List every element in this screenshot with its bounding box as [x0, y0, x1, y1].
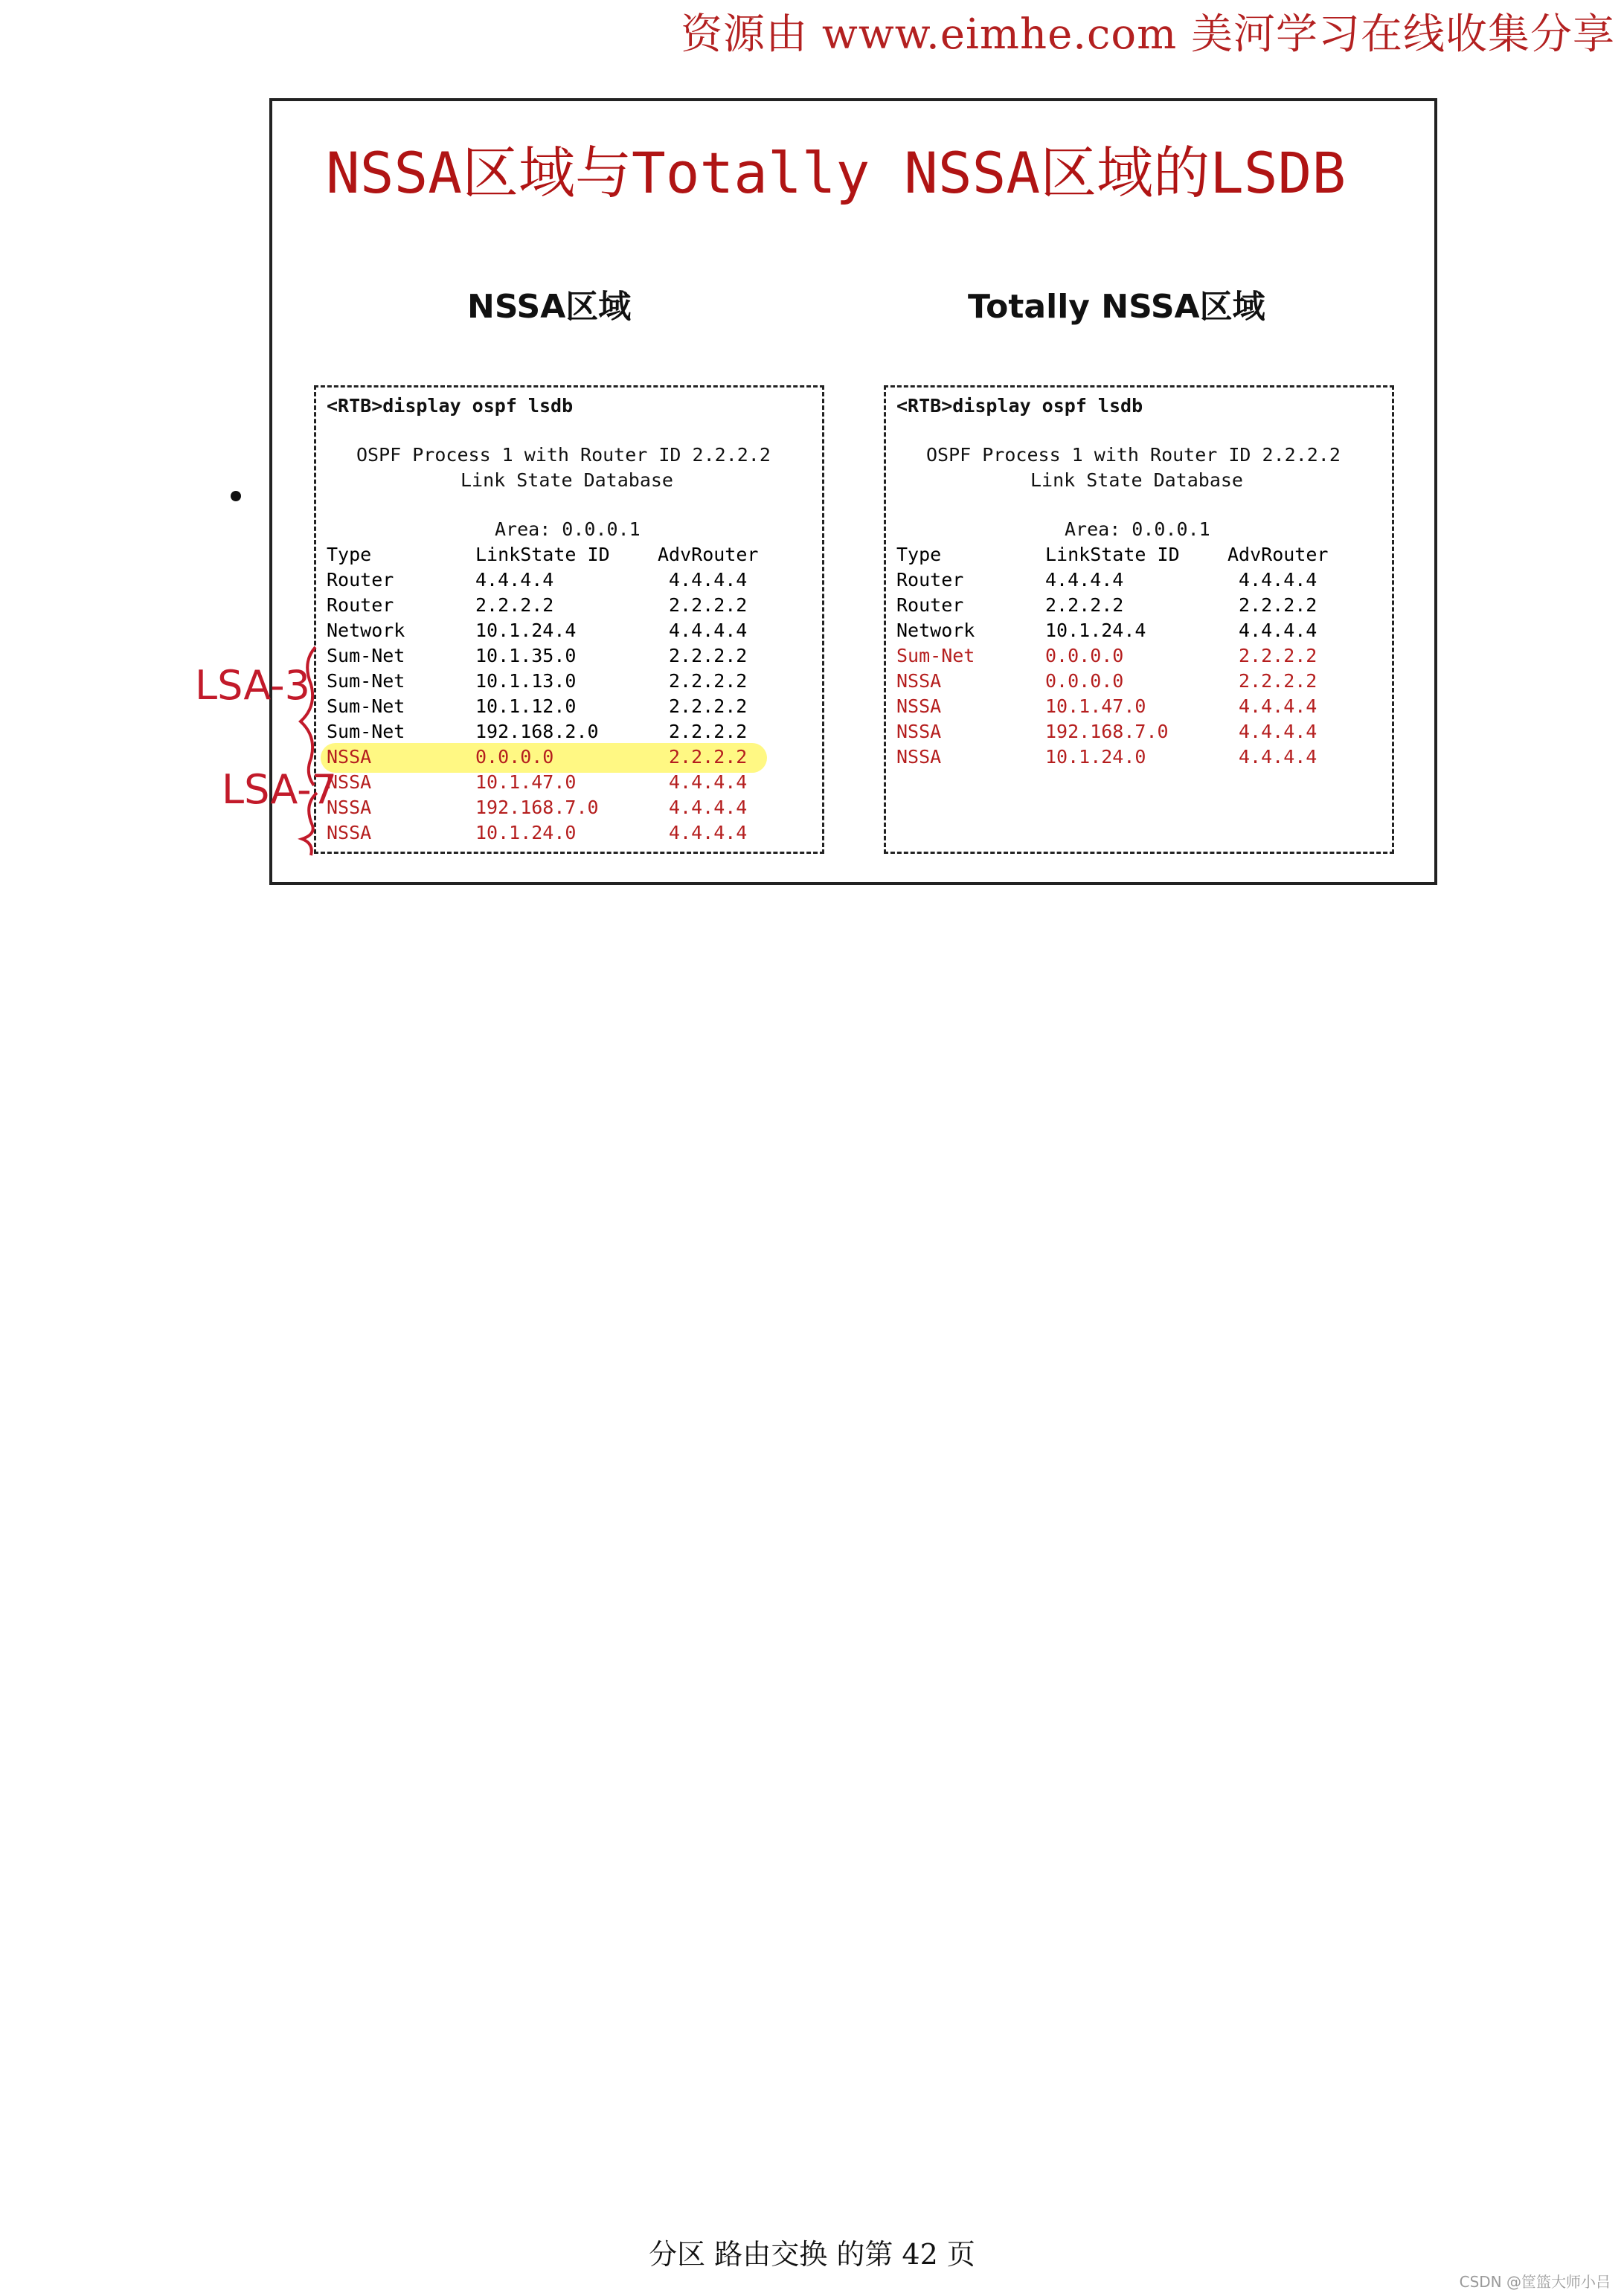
right-header-type: Type: [896, 544, 942, 565]
lsa3-annotation: LSA-3: [195, 662, 310, 709]
table-row-highlighted: NSSA 0.0.0.0 2.2.2.2: [327, 746, 810, 771]
table-row: Sum-Net 192.168.2.0 2.2.2.2: [327, 721, 748, 742]
page-footer: 分区 路由交换 的第 42 页: [649, 2238, 975, 2271]
right-db-line: Link State Database: [1030, 469, 1243, 491]
table-row: NSSA 192.168.7.0 4.4.4.4: [896, 721, 1318, 742]
table-row: NSSA 10.1.24.0 4.4.4.4: [327, 822, 748, 843]
right-header-lsid: LinkState ID: [1045, 544, 1180, 565]
site-header: 资源由 www.eimhe.com 美河学习在线收集分享: [681, 10, 1615, 59]
table-row: NSSA 10.1.47.0 4.4.4.4: [896, 695, 1318, 717]
watermark: CSDN @筐篮大师小吕: [1459, 2273, 1611, 2291]
left-process-line: OSPF Process 1 with Router ID 2.2.2.2: [356, 444, 771, 466]
table-row: Router 2.2.2.2 2.2.2.2: [327, 594, 748, 616]
right-header-adv: AdvRouter: [1227, 544, 1329, 565]
table-row: Router 2.2.2.2 2.2.2.2: [896, 594, 1318, 616]
brace-lsa3: [301, 647, 315, 785]
right-process-line: OSPF Process 1 with Router ID 2.2.2.2: [926, 444, 1341, 466]
table-row: NSSA 192.168.7.0 4.4.4.4: [327, 797, 748, 818]
slide-frame: [269, 98, 1437, 885]
left-command: <RTB>display ospf lsdb: [327, 395, 574, 417]
slide-title: NSSA区域与Totally NSSA区域的LSDB: [326, 140, 1347, 206]
table-row: NSSA 10.1.24.0 4.4.4.4: [896, 746, 1318, 768]
table-row: Network 10.1.24.4 4.4.4.4: [327, 620, 748, 641]
left-area-line: Area: 0.0.0.1: [495, 518, 641, 540]
left-header-lsid: LinkState ID: [475, 544, 610, 565]
left-header-row: [327, 544, 810, 568]
right-lsdb-box: [884, 385, 1394, 854]
lsa7-annotation: LSA-7: [222, 766, 337, 813]
brace-lsa7: [302, 793, 317, 855]
right-header-row: [896, 544, 1380, 568]
table-row: NSSA 10.1.47.0 4.4.4.4: [327, 771, 748, 793]
left-panel-title: NSSA区域: [467, 288, 632, 326]
left-db-line: Link State Database: [460, 469, 673, 491]
table-row: Sum-Net 10.1.12.0 2.2.2.2: [327, 695, 748, 717]
left-lsdb-box: [314, 385, 824, 854]
right-command: <RTB>display ospf lsdb: [896, 395, 1143, 417]
right-panel-title: Totally NSSA区域: [968, 288, 1265, 326]
table-row: Sum-Net 10.1.13.0 2.2.2.2: [327, 670, 748, 692]
right-area-line: Area: 0.0.0.1: [1065, 518, 1210, 540]
table-row: Sum-Net 10.1.35.0 2.2.2.2: [327, 645, 748, 666]
left-header-adv: AdvRouter: [658, 544, 759, 565]
left-header-type: Type: [327, 544, 372, 565]
bullet-point: [231, 491, 241, 501]
table-row: Network 10.1.24.4 4.4.4.4: [896, 620, 1318, 641]
brace-marks: [295, 640, 324, 863]
table-row: Sum-Net 0.0.0.0 2.2.2.2: [896, 645, 1318, 666]
table-row: NSSA 0.0.0.0 2.2.2.2: [896, 670, 1318, 692]
table-row: Router 4.4.4.4 4.4.4.4: [896, 569, 1318, 591]
table-row: Router 4.4.4.4 4.4.4.4: [327, 569, 748, 591]
